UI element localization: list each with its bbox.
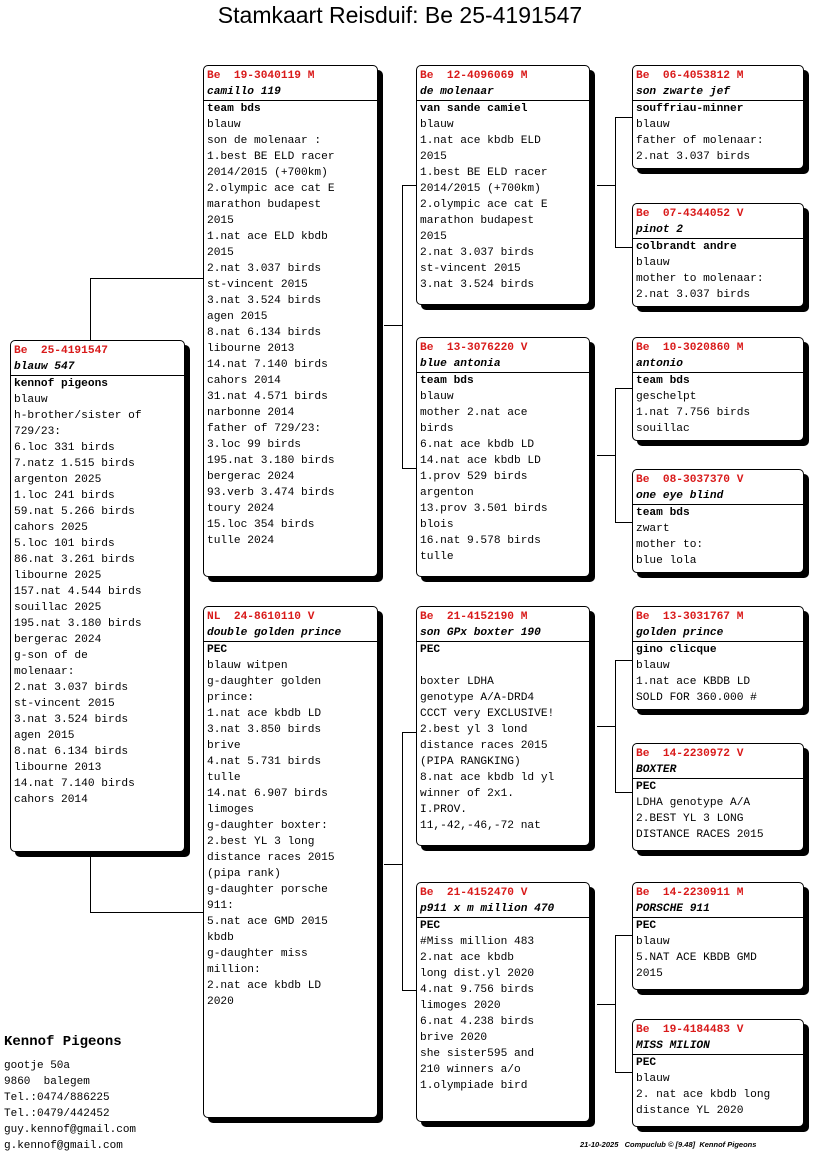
owner-contact bbox=[4, 1058, 136, 1154]
connector-line bbox=[615, 388, 616, 522]
note-line: 157.nat 4.544 birds bbox=[14, 586, 142, 598]
note-line: 13.prov 3.501 birds bbox=[420, 503, 548, 515]
note-line: 86.nat 3.261 birds bbox=[14, 554, 135, 566]
note-line: 2. nat ace kbdb long bbox=[636, 1089, 771, 1101]
connector-line bbox=[402, 990, 417, 991]
ring-number: Be 06-4053812 M bbox=[636, 70, 744, 82]
pigeon-card-paternal-grandfather[interactable] bbox=[416, 65, 590, 305]
performance-notes bbox=[633, 658, 803, 706]
note-line: argenton bbox=[420, 487, 474, 499]
connector-line bbox=[402, 185, 417, 186]
pigeon-card-fff[interactable] bbox=[632, 65, 804, 169]
breeder-name: colbrandt andre bbox=[636, 241, 737, 253]
connector-line bbox=[615, 935, 616, 1072]
note-line: 6.nat ace kbdb LD bbox=[420, 439, 535, 451]
note-line: blauw bbox=[636, 936, 670, 948]
note-line: 14.nat 7.140 birds bbox=[14, 778, 135, 790]
note-line: 7.natz 1.515 birds bbox=[14, 458, 135, 470]
note-line: distance races 2015 bbox=[420, 740, 548, 752]
note-line: g-daughter miss bbox=[207, 948, 308, 960]
note-line: 2.best yl 3 lond bbox=[420, 724, 528, 736]
connector-line bbox=[615, 660, 633, 661]
note-line: 2015 bbox=[207, 247, 234, 259]
performance-notes bbox=[204, 117, 377, 549]
connector-line bbox=[615, 522, 633, 523]
note-line: 5.loc 101 birds bbox=[14, 538, 115, 550]
connector-line bbox=[597, 455, 615, 456]
note-line: 16.nat 9.578 birds bbox=[420, 535, 541, 547]
pigeon-name: de molenaar bbox=[417, 84, 589, 101]
note-line: birds bbox=[420, 423, 454, 435]
note-line: 14.nat 7.140 birds bbox=[207, 359, 328, 371]
note-line: winner of 2x1. bbox=[420, 788, 514, 800]
note-line: 14.nat 6.907 birds bbox=[207, 788, 328, 800]
performance-notes bbox=[633, 795, 803, 843]
note-line: brive 2020 bbox=[420, 1032, 488, 1044]
note-line: tulle bbox=[207, 772, 241, 784]
breeder-name: gino clicque bbox=[636, 644, 717, 656]
ring-number: Be 14-2230972 V bbox=[636, 748, 744, 760]
performance-notes bbox=[417, 117, 589, 293]
breeder-name: kennof pigeons bbox=[14, 378, 108, 390]
note-line: 2.nat 3.037 birds bbox=[207, 263, 322, 275]
note-line: 1.olympiade bird bbox=[420, 1080, 528, 1092]
note-line: (pipa rank) bbox=[207, 868, 281, 880]
pigeon-name: BOXTER bbox=[633, 762, 803, 779]
note-line: blauw bbox=[420, 119, 454, 131]
note-line: 2.nat 3.037 birds bbox=[636, 151, 751, 163]
note-line: mother 2.nat ace bbox=[420, 407, 528, 419]
note-line: 5.NAT ACE KBDB GMD bbox=[636, 952, 757, 964]
performance-notes bbox=[417, 658, 589, 834]
note-line: 911: bbox=[207, 900, 234, 912]
note-line: 2.nat 3.037 birds bbox=[636, 289, 751, 301]
pigeon-card-subject[interactable] bbox=[10, 340, 185, 852]
pigeon-name: PORSCHE 911 bbox=[633, 901, 803, 918]
note-line: 195.nat 3.180 birds bbox=[207, 455, 335, 467]
note-line: st-vincent 2015 bbox=[14, 698, 115, 710]
pigeon-card-mmf[interactable] bbox=[632, 882, 804, 990]
note-line: 8.nat ace kbdb ld yl bbox=[420, 772, 555, 784]
note-line: 1.loc 241 birds bbox=[14, 490, 115, 502]
connector-line bbox=[615, 247, 633, 248]
note-line: distance races 2015 bbox=[207, 852, 335, 864]
note-line: 11,-42,-46,-72 nat bbox=[420, 820, 541, 832]
pigeon-name: blauw 547 bbox=[11, 359, 184, 376]
ring-number: Be 25-4191547 bbox=[14, 345, 108, 357]
note-line: million: bbox=[207, 964, 261, 976]
note-line: 2015 bbox=[420, 151, 447, 163]
note-line: 31.nat 4.571 birds bbox=[207, 391, 328, 403]
note-line: SOLD FOR 360.000 # bbox=[636, 692, 757, 704]
note-line: agen 2015 bbox=[14, 730, 75, 742]
breeder-name: team bds bbox=[420, 375, 474, 387]
pigeon-card-mother[interactable] bbox=[203, 606, 378, 1118]
note-line: 2.nat 3.037 birds bbox=[420, 247, 535, 259]
note-line: 6.loc 331 birds bbox=[14, 442, 115, 454]
note-line: tulle bbox=[420, 551, 454, 563]
note-line: st-vincent 2015 bbox=[420, 263, 521, 275]
note-line: 59.nat 5.266 birds bbox=[14, 506, 135, 518]
note-line: 2015 bbox=[420, 231, 447, 243]
note-line: libourne 2013 bbox=[14, 762, 102, 774]
note-line: toury 2024 bbox=[207, 503, 275, 515]
note-line: 2014/2015 (+700km) bbox=[420, 183, 541, 195]
note-line: father of molenaar: bbox=[636, 135, 764, 147]
ring-number: Be 14-2230911 M bbox=[636, 887, 744, 899]
note-line: souillac bbox=[636, 423, 690, 435]
connector-line bbox=[90, 278, 91, 340]
pigeon-name: golden prince bbox=[633, 625, 803, 642]
note-line: kbdb bbox=[207, 932, 234, 944]
ring-number: Be 10-3020860 M bbox=[636, 342, 744, 354]
note-line: 3.loc 99 birds bbox=[207, 439, 301, 451]
note-line: 3.nat 3.524 birds bbox=[420, 279, 535, 291]
note-line: 2015 bbox=[207, 215, 234, 227]
note-line: 3.nat 3.850 birds bbox=[207, 724, 322, 736]
performance-notes bbox=[633, 1071, 803, 1119]
note-line: 93.verb 3.474 birds bbox=[207, 487, 335, 499]
note-line: 3.nat 3.524 birds bbox=[14, 714, 129, 726]
owner-name: Kennof Pigeons bbox=[4, 1034, 122, 1050]
note-line: bergerac 2024 bbox=[207, 471, 295, 483]
pigeon-name: MISS MILION bbox=[633, 1038, 803, 1055]
performance-notes bbox=[633, 255, 803, 303]
pigeon-card-father[interactable] bbox=[203, 65, 378, 577]
breeder-name: PEC bbox=[420, 644, 441, 656]
note-line: 8.nat 6.134 birds bbox=[14, 746, 129, 758]
note-line: cahors 2014 bbox=[14, 794, 88, 806]
connector-line bbox=[402, 732, 403, 990]
note-line: #Miss million 483 bbox=[420, 936, 535, 948]
note-line: geschelpt bbox=[636, 391, 697, 403]
note-line: 14.nat ace kbdb LD bbox=[420, 455, 541, 467]
note-line: bergerac 2024 bbox=[14, 634, 102, 646]
note-line: DISTANCE RACES 2015 bbox=[636, 829, 764, 841]
note-line: distance YL 2020 bbox=[636, 1105, 744, 1117]
note-line: 8.nat 6.134 birds bbox=[207, 327, 322, 339]
breeder-name: team bds bbox=[636, 507, 690, 519]
note-line: 1.best BE ELD racer bbox=[207, 151, 335, 163]
note-line: blauw bbox=[636, 119, 670, 131]
note-line: 1.nat ace KBDB LD bbox=[636, 676, 751, 688]
note-line: 2020 bbox=[207, 996, 234, 1008]
pigeon-card-mmm[interactable] bbox=[632, 1019, 804, 1127]
breeder-name: PEC bbox=[207, 644, 228, 656]
note-line: marathon budapest bbox=[420, 215, 535, 227]
note-line: agen 2015 bbox=[207, 311, 268, 323]
performance-notes bbox=[633, 521, 803, 569]
note-line: blauw bbox=[420, 391, 454, 403]
note-line: 195.nat 3.180 birds bbox=[14, 618, 142, 630]
note-line: (PIPA RANGKING) bbox=[420, 756, 521, 768]
note-line: 210 winners a/o bbox=[420, 1064, 521, 1076]
breeder-name: PEC bbox=[420, 920, 441, 932]
connector-line bbox=[90, 278, 204, 279]
note-line: argenton 2025 bbox=[14, 474, 102, 486]
note-line: 2015 bbox=[636, 968, 663, 980]
connector-line bbox=[597, 726, 615, 727]
contact-line: 9860 balegem bbox=[4, 1076, 90, 1088]
breeder-name: team bds bbox=[636, 375, 690, 387]
note-line: tulle 2024 bbox=[207, 535, 275, 547]
pigeon-name: p911 x m million 470 bbox=[417, 901, 589, 918]
pigeon-name: camillo 119 bbox=[204, 84, 377, 101]
note-line: 2.olympic ace cat E bbox=[207, 183, 335, 195]
connector-line bbox=[597, 185, 615, 186]
connector-line bbox=[402, 732, 417, 733]
note-line: 2.best YL 3 long bbox=[207, 836, 315, 848]
ring-number: Be 13-3076220 V bbox=[420, 342, 528, 354]
note-line: libourne 2025 bbox=[14, 570, 102, 582]
note-line: I.PROV. bbox=[420, 804, 467, 816]
note-line: g-daughter porsche bbox=[207, 884, 328, 896]
note-line: 6.nat 4.238 birds bbox=[420, 1016, 535, 1028]
pigeon-card-maternal-grandmother[interactable] bbox=[416, 882, 590, 1122]
pigeon-card-ffm[interactable] bbox=[632, 203, 804, 307]
note-line: blauw bbox=[636, 257, 670, 269]
note-line: g-daughter boxter: bbox=[207, 820, 328, 832]
contact-line: g.kennof@gmail.com bbox=[4, 1140, 123, 1152]
note-line: libourne 2013 bbox=[207, 343, 295, 355]
note-line: CCCT very EXCLUSIVE! bbox=[420, 708, 555, 720]
contact-line: Tel.:0474/886225 bbox=[4, 1092, 110, 1104]
contact-line: guy.kennof@gmail.com bbox=[4, 1124, 137, 1136]
ring-number: Be 19-3040119 M bbox=[207, 70, 315, 82]
software-credit: 21-10-2025 Compuclub © [9.48] Kennof Pigeons bbox=[580, 1140, 757, 1149]
note-line: 1.best BE ELD racer bbox=[420, 167, 548, 179]
breeder-name: PEC bbox=[636, 920, 657, 932]
connector-line bbox=[597, 1004, 615, 1005]
pigeon-card-maternal-grandfather[interactable] bbox=[416, 606, 590, 846]
note-line: 4.nat 9.756 birds bbox=[420, 984, 535, 996]
connector-line bbox=[615, 1072, 633, 1073]
note-line: brive bbox=[207, 740, 241, 752]
note-line: 2.nat 3.037 birds bbox=[14, 682, 129, 694]
ring-number: Be 07-4344052 V bbox=[636, 208, 744, 220]
contact-line: gootje 50a bbox=[4, 1060, 71, 1072]
breeder-name: souffriau-minner bbox=[636, 103, 744, 115]
pigeon-name: blue antonia bbox=[417, 356, 589, 373]
performance-notes bbox=[204, 658, 377, 1010]
pigeon-name: antonio bbox=[633, 356, 803, 373]
note-line: blauw bbox=[207, 119, 241, 131]
pigeon-name: one eye blind bbox=[633, 488, 803, 505]
pigeon-card-fmm[interactable] bbox=[632, 469, 804, 573]
connector-line bbox=[402, 185, 403, 468]
note-line: 1.nat ace ELD kbdb bbox=[207, 231, 328, 243]
connector-line bbox=[90, 912, 204, 913]
pigeon-card-mfm[interactable] bbox=[632, 743, 804, 851]
note-line: 2014/2015 (+700km) bbox=[207, 167, 328, 179]
note-line: 2.olympic ace cat E bbox=[420, 199, 548, 211]
note-line: 729/23: bbox=[14, 426, 61, 438]
breeder-name: PEC bbox=[636, 781, 657, 793]
contact-line: Tel.:0479/442452 bbox=[4, 1108, 110, 1120]
note-line: blue lola bbox=[636, 555, 697, 567]
performance-notes bbox=[417, 934, 589, 1094]
note-line: prince: bbox=[207, 692, 254, 704]
note-line: 1.nat ace kbdb ELD bbox=[420, 135, 541, 147]
note-line: marathon budapest bbox=[207, 199, 322, 211]
connector-line bbox=[615, 792, 633, 793]
ring-number: Be 19-4184483 V bbox=[636, 1024, 744, 1036]
note-line: 4.nat 5.731 birds bbox=[207, 756, 322, 768]
connector-line bbox=[615, 660, 616, 792]
note-line bbox=[420, 658, 586, 674]
note-line: limoges 2020 bbox=[420, 1000, 501, 1012]
connector-line bbox=[384, 864, 402, 865]
note-line: cahors 2014 bbox=[207, 375, 281, 387]
breeder-name: team bds bbox=[207, 103, 261, 115]
note-line: blauw bbox=[636, 1073, 670, 1085]
pigeon-name: son zwarte jef bbox=[633, 84, 803, 101]
note-line: g-daughter golden bbox=[207, 676, 322, 688]
note-line: 5.nat ace GMD 2015 bbox=[207, 916, 328, 928]
note-line: she sister595 and bbox=[420, 1048, 535, 1060]
note-line: blois bbox=[420, 519, 454, 531]
note-line: blauw witpen bbox=[207, 660, 288, 672]
note-line: souillac 2025 bbox=[14, 602, 102, 614]
note-line: blauw bbox=[636, 660, 670, 672]
ring-number: Be 21-4152470 V bbox=[420, 887, 528, 899]
ring-number: Be 13-3031767 M bbox=[636, 611, 744, 623]
note-line: LDHA genotype A/A bbox=[636, 797, 751, 809]
note-line: cahors 2025 bbox=[14, 522, 88, 534]
note-line: genotype A/A-DRD4 bbox=[420, 692, 535, 704]
connector-line bbox=[90, 852, 91, 912]
connector-line bbox=[615, 117, 633, 118]
note-line: mother to: bbox=[636, 539, 704, 551]
pigeon-card-fmf[interactable] bbox=[632, 337, 804, 441]
connector-line bbox=[615, 388, 633, 389]
pigeon-name: double golden prince bbox=[204, 625, 377, 642]
connector-line bbox=[402, 468, 417, 469]
note-line: 1.nat ace kbdb LD bbox=[207, 708, 322, 720]
connector-line bbox=[615, 935, 633, 936]
connector-line bbox=[384, 325, 402, 326]
ring-number: Be 12-4096069 M bbox=[420, 70, 528, 82]
note-line: father of 729/23: bbox=[207, 423, 322, 435]
note-line: 1.nat 7.756 birds bbox=[636, 407, 751, 419]
pigeon-name: son GPx boxter 190 bbox=[417, 625, 589, 642]
performance-notes bbox=[633, 117, 803, 165]
note-line: 15.loc 354 birds bbox=[207, 519, 315, 531]
note-line: mother to molenaar: bbox=[636, 273, 764, 285]
note-line: boxter LDHA bbox=[420, 676, 494, 688]
note-line: h-brother/sister of bbox=[14, 410, 142, 422]
note-line: long dist.yl 2020 bbox=[420, 968, 535, 980]
performance-notes bbox=[417, 389, 589, 565]
note-line: molenaar: bbox=[14, 666, 75, 678]
note-line: 3.nat 3.524 birds bbox=[207, 295, 322, 307]
connector-line bbox=[615, 117, 616, 247]
pigeon-card-mff[interactable] bbox=[632, 606, 804, 710]
ring-number: Be 08-3037370 V bbox=[636, 474, 744, 486]
note-line: narbonne 2014 bbox=[207, 407, 295, 419]
breeder-name: van sande camiel bbox=[420, 103, 528, 115]
note-line: 2.BEST YL 3 LONG bbox=[636, 813, 744, 825]
note-line: blauw bbox=[14, 394, 48, 406]
pigeon-card-paternal-grandmother[interactable] bbox=[416, 337, 590, 577]
note-line: st-vincent 2015 bbox=[207, 279, 308, 291]
note-line: 2.nat ace kbdb LD bbox=[207, 980, 322, 992]
performance-notes bbox=[633, 934, 803, 982]
performance-notes bbox=[11, 392, 184, 808]
note-line: son de molenaar : bbox=[207, 135, 322, 147]
ring-number: Be 21-4152190 M bbox=[420, 611, 528, 623]
note-line: limoges bbox=[207, 804, 254, 816]
note-line: 1.prov 529 birds bbox=[420, 471, 528, 483]
pigeon-name: pinot 2 bbox=[633, 222, 803, 239]
note-line: g-son of de bbox=[14, 650, 88, 662]
pedigree-title: Stamkaart Reisduif: Be 25-4191547 bbox=[217, 2, 583, 28]
performance-notes bbox=[633, 389, 803, 437]
note-line: 2.nat ace kbdb bbox=[420, 952, 514, 964]
note-line: zwart bbox=[636, 523, 670, 535]
ring-number: NL 24-8610110 V bbox=[207, 611, 315, 623]
breeder-name: PEC bbox=[636, 1057, 657, 1069]
